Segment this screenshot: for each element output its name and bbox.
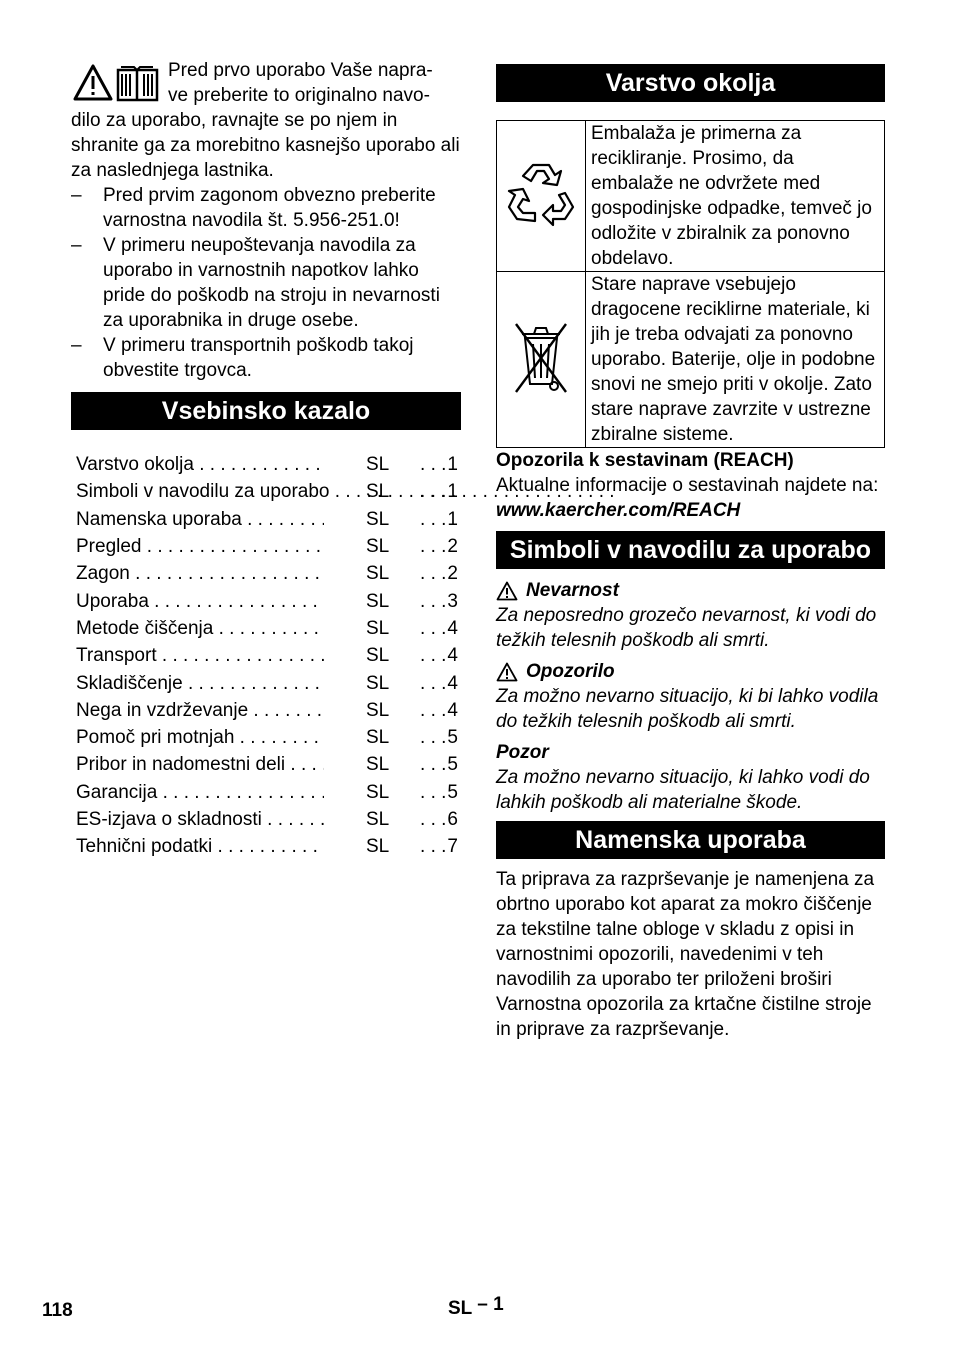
warning-and-manual-icon <box>73 64 161 102</box>
warning-label <box>496 659 885 684</box>
reach-text: Aktualne informacije o sestavinah najdete na: <box>496 475 879 496</box>
environment-table <box>496 120 885 448</box>
toc-entry-lang: SL <box>366 454 390 476</box>
toc-row[interactable] <box>76 560 461 587</box>
toc-entry-lang: SL <box>366 727 390 749</box>
toc-entry-lang: SL <box>366 754 390 776</box>
intro-line-rest: dilo za uporabo, ravnajte se po njem in shranite ga za morebitno kasnejšo uporabo ali za naslednjega lastnika. <box>71 110 460 181</box>
toc-entry-page: . . . 1 <box>406 479 458 504</box>
toc-entry-page: . . . 1 <box>406 507 458 532</box>
intro-bullet-list <box>71 183 461 383</box>
toc-row[interactable] <box>76 451 461 478</box>
toc-row[interactable] <box>76 833 461 860</box>
toc-entry-name: Uporaba . . . <box>76 589 324 614</box>
toc-entry-name: Pregled . . . <box>76 534 324 559</box>
toc-entry-page: . . . 5 <box>406 725 458 750</box>
toc-entry-page: . . . 2 <box>406 534 458 559</box>
danger-label <box>496 578 885 603</box>
toc-entry-lang: SL <box>366 809 390 830</box>
section-code: SL <box>448 1298 472 1319</box>
old-devices-text: Stare naprave vsebujejo dragocene reciklirne materiale, ki jih je treba odvajati za ponovno uporabo. Baterije, olje in podobne snovi ne smejo priti v okolje. Zato stare naprave zavrzite v ustrezne zbiralne sisteme. <box>586 272 885 448</box>
toc-row[interactable] <box>76 669 461 696</box>
toc-entry-name: ES-izjava o skladnosti . . . <box>76 807 324 832</box>
table-row <box>497 272 885 448</box>
intro-line-1: Pred prvo uporabo Vaše napra- <box>168 60 433 81</box>
toc-entry-page: . . . 4 <box>406 698 458 723</box>
toc-entry-name: Metode čiščenja . . . <box>76 616 324 641</box>
toc-entry-page: . . . 4 <box>406 671 458 696</box>
section-footer <box>448 1296 504 1321</box>
list-item: – Pred prvim zagonom obvezno preberite varnostna navodila št. 5.956-251.0! <box>71 183 461 233</box>
toc-entry-page: . . . 2 <box>406 561 458 586</box>
toc-row[interactable] <box>76 779 461 806</box>
toc-entry-lang: SL <box>366 590 390 612</box>
warning-triangle-icon <box>496 581 518 601</box>
toc-entry-lang: SL <box>366 481 390 503</box>
toc-entry-lang: SL <box>366 508 390 530</box>
intended-use-heading: Namenska uporaba <box>496 821 885 859</box>
intro-block <box>71 58 461 383</box>
recycling-icon-cell <box>497 121 586 272</box>
toc-entry-name: Nega in vzdrževanje . . . <box>76 698 324 723</box>
toc-entry-lang: SL <box>366 699 390 721</box>
warning-label-text: Opozorilo <box>526 661 615 682</box>
warning-triangle-icon <box>496 662 518 682</box>
toc-heading: Vsebinsko kazalo <box>71 392 461 430</box>
toc-entry-lang: SL <box>366 672 390 694</box>
toc-entry-page: . . . 5 <box>406 752 458 777</box>
toc-row[interactable] <box>76 587 461 614</box>
toc-entry-page: . . . 4 <box>406 643 458 668</box>
toc-entry-name: Tehnični podatki . . . <box>76 834 324 859</box>
toc-row[interactable] <box>76 478 461 505</box>
toc-entry-page: . . . 7 <box>406 834 458 859</box>
toc-entry-page: . . . 4 <box>406 616 458 641</box>
toc-row[interactable] <box>76 615 461 642</box>
toc-row[interactable] <box>76 751 461 778</box>
toc-entry-name: Zagon . . . <box>76 561 324 586</box>
toc-row[interactable] <box>76 806 461 833</box>
toc-entry-lang: SL <box>366 781 390 803</box>
toc-row[interactable] <box>76 724 461 751</box>
reach-title: Opozorila k sestavinam (REACH) <box>496 450 794 471</box>
recycling-icon <box>503 155 579 231</box>
environment-heading: Varstvo okolja <box>496 64 885 102</box>
page-number: 118 <box>42 1300 73 1321</box>
toc-entry-name: Varstvo okolja . . . <box>76 452 324 477</box>
toc-entry-page: . . . 1 <box>406 452 458 477</box>
toc-entry-lang: SL <box>366 617 390 639</box>
toc-row[interactable] <box>76 533 461 560</box>
toc-row[interactable] <box>76 642 461 669</box>
caution-label: Pozor <box>496 742 549 763</box>
list-item: – V primeru neupoštevanja navodila za uporabo in varnostnih napotkov lahko pride do poškodb na stroju in nevarnosti za uporabnika in druge osebe. <box>71 233 461 333</box>
toc-entry-name: Simboli v navodilu za uporabo . . . <box>76 479 324 504</box>
left-column <box>71 58 461 860</box>
table-row <box>497 121 885 272</box>
danger-text: Za neposredno grozečo nevarnost, ki vodi do težkih telesnih poškodb ali smrti. <box>496 605 877 651</box>
warning-text: Za možno nevarno situacijo, ki bi lahko vodila do težkih telesnih poškodb ali smrti. <box>496 686 879 732</box>
toc-entry-lang: SL <box>366 536 390 558</box>
toc-entry-name: Pribor in nadomestni deli . . . <box>76 752 324 777</box>
right-column <box>496 64 885 1042</box>
toc-row[interactable] <box>76 697 461 724</box>
toc-entry-page: . . . 3 <box>406 589 458 614</box>
section-page: – 1 <box>477 1294 504 1315</box>
toc-entry-lang: SL <box>366 836 390 858</box>
intended-use-text: Ta priprava za razprševanje je namenjena za obrtno uporabo kot aparat za mokro čiščenje za tekstilne talne obloge v skladu z opisi in varnostnimi opozorili, navedenimi v teh navodilih za uporabo ter priloženi broširi Varnostna opozorila za krtačne čistilne stroje in priprave za razprševanje. <box>496 869 875 1040</box>
toc-entry-lang: SL <box>366 563 390 585</box>
list-item: – V primeru transportnih poškodb takoj obvestite trgovca. <box>71 333 461 383</box>
symbols-heading: Simboli v navodilu za uporabo <box>496 531 885 569</box>
toc-entry-lang: SL <box>366 645 390 667</box>
toc-entry-name: Pomoč pri motnjah . . . <box>76 725 324 750</box>
recycling-text: Embalaža je primerna za recikliranje. Prosimo, da embalaže ne odvržete med gospodinjske odpadke, temveč jo odložite v zbiralnik za ponovno obdelavo. <box>586 121 885 272</box>
danger-label-text: Nevarnost <box>526 580 619 601</box>
reach-link[interactable]: www.kaercher.com/REACH <box>496 500 741 521</box>
intro-line-2: ve preberite to originalno navo- <box>168 85 430 106</box>
crossed-bin-icon-cell <box>497 272 586 448</box>
toc-entry-page: . . . 6 <box>406 807 458 832</box>
caution-text: Za možno nevarno situacijo, ki lahko vodi do lahkih poškodb ali materialne škode. <box>496 767 870 813</box>
table-of-contents <box>71 451 461 860</box>
crossed-bin-icon <box>510 316 572 396</box>
toc-entry-name: Transport . . . <box>76 643 324 668</box>
toc-entry-page: . . . 5 <box>406 780 458 805</box>
toc-entry-name: Garancija . . . <box>76 780 324 805</box>
toc-entry-name: Namenska uporaba . . . <box>76 507 324 532</box>
toc-row[interactable] <box>76 506 461 533</box>
toc-entry-name: Skladiščenje . . . <box>76 671 324 696</box>
